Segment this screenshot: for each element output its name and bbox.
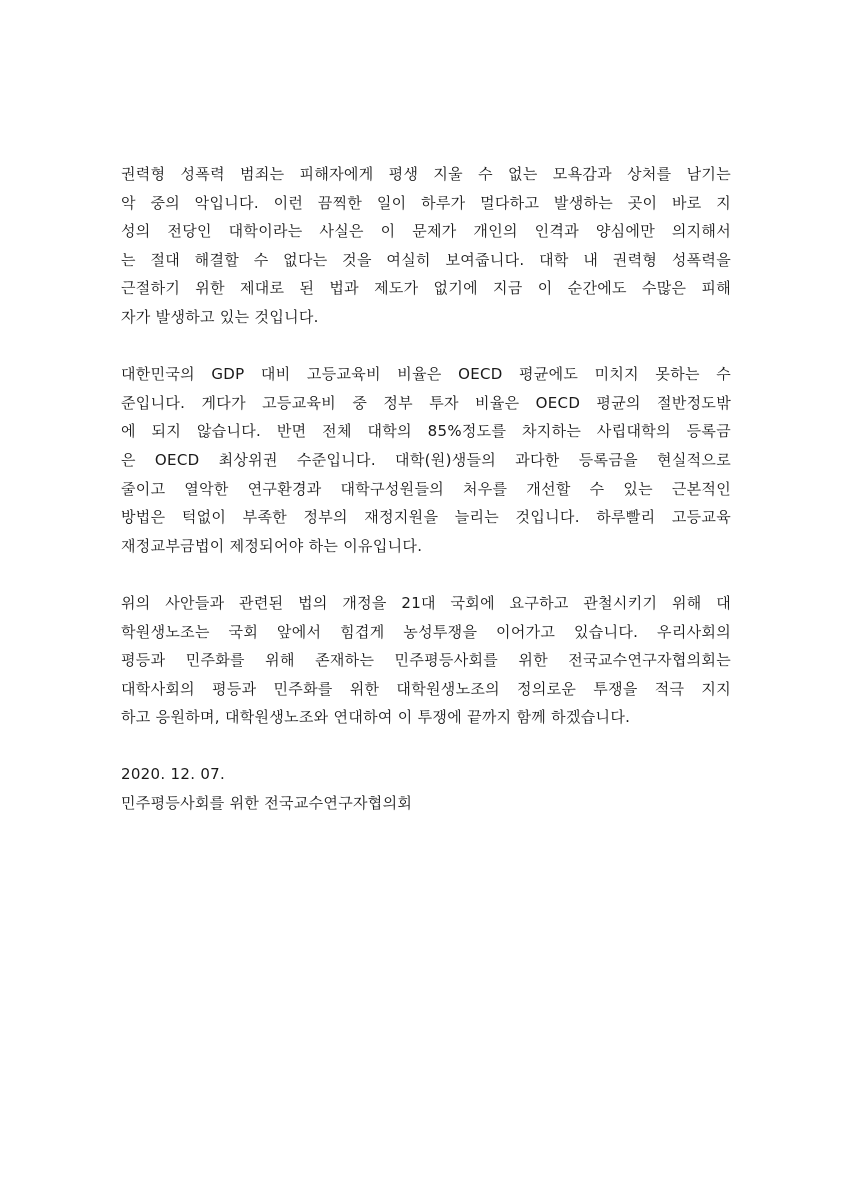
document-date: 2020. 12. 07. bbox=[121, 765, 226, 784]
paragraph-line: 평등과 민주화를 위해 존재하는 민주평등사회를 위한 전국교수연구자협의회는 bbox=[121, 651, 731, 670]
paragraph-3 bbox=[121, 589, 731, 732]
paragraph-2 bbox=[121, 360, 731, 560]
paragraph-line: 은 OECD 최상위권 수준입니다. 대학(원)생들의 과다한 등록금을 현실적으로 bbox=[121, 450, 731, 469]
paragraph-line: 대한민국의 GDP 대비 고등교육비 비율은 OECD 평균에도 미치지 못하는 수 bbox=[121, 365, 731, 384]
paragraph-line: 악 중의 악입니다. 이런 끔찍한 일이 하루가 멀다하고 발생하는 곳이 바로 지 bbox=[121, 193, 731, 212]
signatory: 민주평등사회를 위한 전국교수연구자협의회 bbox=[121, 794, 413, 813]
paragraph-line: 위의 사안들과 관련된 법의 개정을 21대 국회에 요구하고 관철시키기 위해 대 bbox=[121, 593, 731, 612]
paragraph-line: 준입니다. 게다가 고등교육비 중 정부 투자 비율은 OECD 평균의 절반정도밖 bbox=[121, 393, 731, 412]
paragraph-line: 방법은 턱없이 부족한 정부의 재정지원을 늘리는 것입니다. 하루빨리 고등교육 bbox=[121, 508, 731, 527]
paragraph-line: 근절하기 위한 제대로 된 법과 제도가 없기에 지금 이 순간에도 수많은 피해 bbox=[121, 279, 731, 298]
paragraph-line: 성의 전당인 대학이라는 사실은 이 문제가 개인의 인격과 양심에만 의지해서 bbox=[121, 222, 731, 241]
paragraph-line: 에 되지 않습니다. 반면 전체 대학의 85%정도를 차지하는 사립대학의 등록금 bbox=[121, 422, 731, 441]
paragraph-line: 대학사회의 평등과 민주화를 위한 대학원생노조의 정의로운 투쟁을 적극 지지 bbox=[121, 679, 731, 698]
paragraph-1 bbox=[121, 160, 731, 332]
paragraph-line: 줄이고 열악한 연구환경과 대학구성원들의 처우를 개선할 수 있는 근본적인 bbox=[121, 479, 731, 498]
document-body bbox=[121, 160, 731, 818]
paragraph-line: 학원생노조는 국회 앞에서 힘겹게 농성투쟁을 이어가고 있습니다. 우리사회의 bbox=[121, 622, 731, 641]
paragraph-line: 하고 응원하며, 대학원생노조와 연대하여 이 투쟁에 끝까지 함께 하겠습니다. bbox=[121, 708, 631, 727]
closing-block bbox=[121, 760, 731, 817]
paragraph-line: 는 절대 해결할 수 없다는 것을 여실히 보여줍니다. 대학 내 권력형 성폭력을 bbox=[121, 250, 731, 269]
paragraph-line: 재정교부금법이 제정되어야 하는 이유입니다. bbox=[121, 536, 423, 555]
paragraph-line: 권력형 성폭력 범죄는 피해자에게 평생 지울 수 없는 모욕감과 상처를 남기는 bbox=[121, 165, 731, 183]
paragraph-line: 자가 발생하고 있는 것입니다. bbox=[121, 307, 319, 326]
